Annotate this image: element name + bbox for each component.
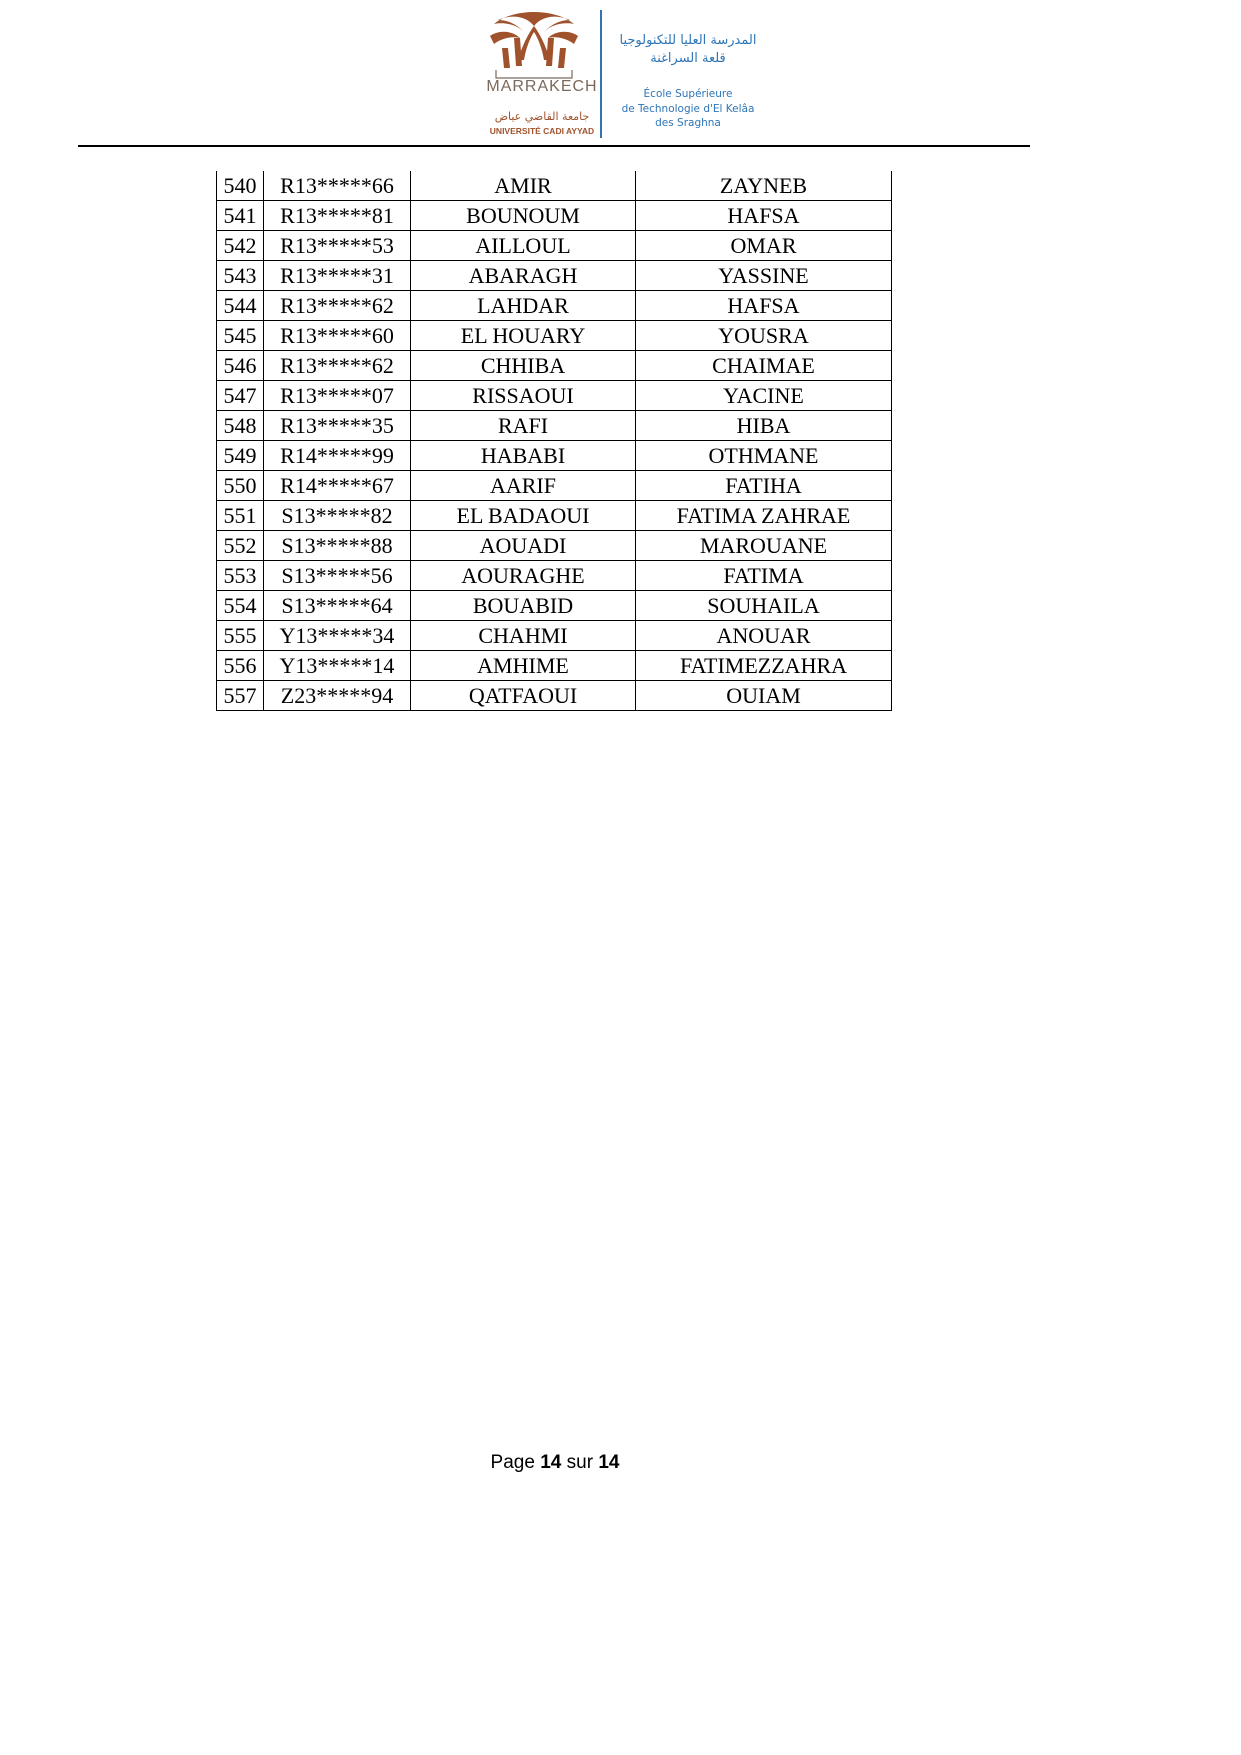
student-code-cell: R14*****67 [264, 471, 411, 501]
first-name-cell: FATIMA [636, 561, 892, 591]
student-code-cell: Y13*****34 [264, 621, 411, 651]
row-number-cell: 547 [217, 381, 264, 411]
school-name-arabic [608, 32, 768, 68]
last-name-cell: QATFAOUI [411, 681, 636, 711]
student-code-cell: Z23*****94 [264, 681, 411, 711]
student-code-cell: R14*****99 [264, 441, 411, 471]
last-name-cell: ABARAGH [411, 261, 636, 291]
row-number-cell: 545 [217, 321, 264, 351]
last-name-cell: AOUADI [411, 531, 636, 561]
first-name-cell: OTHMANE [636, 441, 892, 471]
student-code-cell: Y13*****14 [264, 651, 411, 681]
student-code-cell: R13*****81 [264, 201, 411, 231]
student-code-cell: R13*****53 [264, 231, 411, 261]
table-row [217, 411, 892, 441]
logo-city-name: MARRAKECH [486, 78, 598, 95]
school-french-line: de Technologie d'El Kelâa [621, 102, 755, 115]
row-number-cell: 540 [217, 171, 264, 201]
first-name-cell: FATIMA ZAHRAE [636, 501, 892, 531]
page-word: Page [490, 1452, 535, 1473]
table-row [217, 621, 892, 651]
palm-emblem-icon [484, 8, 584, 80]
sur-word: sur [566, 1452, 594, 1473]
first-name-cell: HIBA [636, 411, 892, 441]
row-number-cell: 554 [217, 591, 264, 621]
student-code-cell: R13*****31 [264, 261, 411, 291]
current-page: 14 [540, 1452, 562, 1473]
row-number-cell: 546 [217, 351, 264, 381]
total-pages: 14 [598, 1452, 620, 1473]
last-name-cell: BOUABID [411, 591, 636, 621]
last-name-cell: CHHIBA [411, 351, 636, 381]
students-table [216, 171, 892, 711]
table-row [217, 681, 892, 711]
student-code-cell: R13*****66 [264, 171, 411, 201]
student-code-cell: S13*****64 [264, 591, 411, 621]
row-number-cell: 541 [217, 201, 264, 231]
last-name-cell: EL HOUARY [411, 321, 636, 351]
first-name-cell: HAFSA [636, 201, 892, 231]
school-arabic-line: المدرسة العليا للتكنولوجيا [619, 33, 757, 48]
first-name-cell: ANOUAR [636, 621, 892, 651]
logo-university-latin: UNIVERSITÉ CADI AYYAD [489, 126, 595, 136]
table-row [217, 561, 892, 591]
students-table-body [217, 171, 892, 711]
last-name-cell: BOUNOUM [411, 201, 636, 231]
row-number-cell: 551 [217, 501, 264, 531]
table-row [217, 351, 892, 381]
school-french-line: École Supérieure [643, 88, 733, 100]
last-name-cell: AMIR [411, 171, 636, 201]
last-name-cell: RISSAOUI [411, 381, 636, 411]
table-row [217, 201, 892, 231]
row-number-cell: 550 [217, 471, 264, 501]
student-code-cell: R13*****60 [264, 321, 411, 351]
row-number-cell: 556 [217, 651, 264, 681]
school-arabic-line: قلعة السراغنة [650, 51, 726, 66]
last-name-cell: HABABI [411, 441, 636, 471]
table-row [217, 651, 892, 681]
table-row [217, 261, 892, 291]
first-name-cell: ZAYNEB [636, 171, 892, 201]
row-number-cell: 557 [217, 681, 264, 711]
last-name-cell: AARIF [411, 471, 636, 501]
first-name-cell: MAROUANE [636, 531, 892, 561]
row-number-cell: 544 [217, 291, 264, 321]
row-number-cell: 543 [217, 261, 264, 291]
row-number-cell: 542 [217, 231, 264, 261]
university-logo [472, 8, 598, 140]
table-row [217, 471, 892, 501]
student-code-cell: S13*****56 [264, 561, 411, 591]
row-number-cell: 555 [217, 621, 264, 651]
table-row [217, 441, 892, 471]
last-name-cell: AILLOUL [411, 231, 636, 261]
first-name-cell: SOUHAILA [636, 591, 892, 621]
table-row [217, 321, 892, 351]
last-name-cell: RAFI [411, 411, 636, 441]
header-rule [78, 145, 1030, 147]
first-name-cell: OMAR [636, 231, 892, 261]
row-number-cell: 548 [217, 411, 264, 441]
first-name-cell: YASSINE [636, 261, 892, 291]
first-name-cell: YOUSRA [636, 321, 892, 351]
first-name-cell: OUIAM [636, 681, 892, 711]
student-code-cell: S13*****82 [264, 501, 411, 531]
first-name-cell: HAFSA [636, 291, 892, 321]
student-code-cell: R13*****62 [264, 351, 411, 381]
row-number-cell: 552 [217, 531, 264, 561]
student-code-cell: S13*****88 [264, 531, 411, 561]
last-name-cell: AMHIME [411, 651, 636, 681]
table-row [217, 501, 892, 531]
row-number-cell: 549 [217, 441, 264, 471]
table-row [217, 381, 892, 411]
last-name-cell: AOURAGHE [411, 561, 636, 591]
row-number-cell: 553 [217, 561, 264, 591]
first-name-cell: FATIHA [636, 471, 892, 501]
table-row [217, 171, 892, 201]
table-row [217, 231, 892, 261]
table-row [217, 531, 892, 561]
student-code-cell: R13*****35 [264, 411, 411, 441]
page-number [0, 1452, 1110, 1474]
first-name-cell: FATIMEZZAHRA [636, 651, 892, 681]
last-name-cell: CHAHMI [411, 621, 636, 651]
letterhead-divider [600, 10, 602, 138]
first-name-cell: YACINE [636, 381, 892, 411]
letterhead [472, 8, 772, 142]
last-name-cell: EL BADAOUI [411, 501, 636, 531]
table-row [217, 291, 892, 321]
student-code-cell: R13*****62 [264, 291, 411, 321]
school-name-french [604, 87, 772, 131]
first-name-cell: CHAIMAE [636, 351, 892, 381]
table-row [217, 591, 892, 621]
school-french-line: des Sraghna [655, 117, 721, 129]
last-name-cell: LAHDAR [411, 291, 636, 321]
student-code-cell: R13*****07 [264, 381, 411, 411]
logo-university-arabic: جامعة القاضي عياض [494, 110, 590, 123]
